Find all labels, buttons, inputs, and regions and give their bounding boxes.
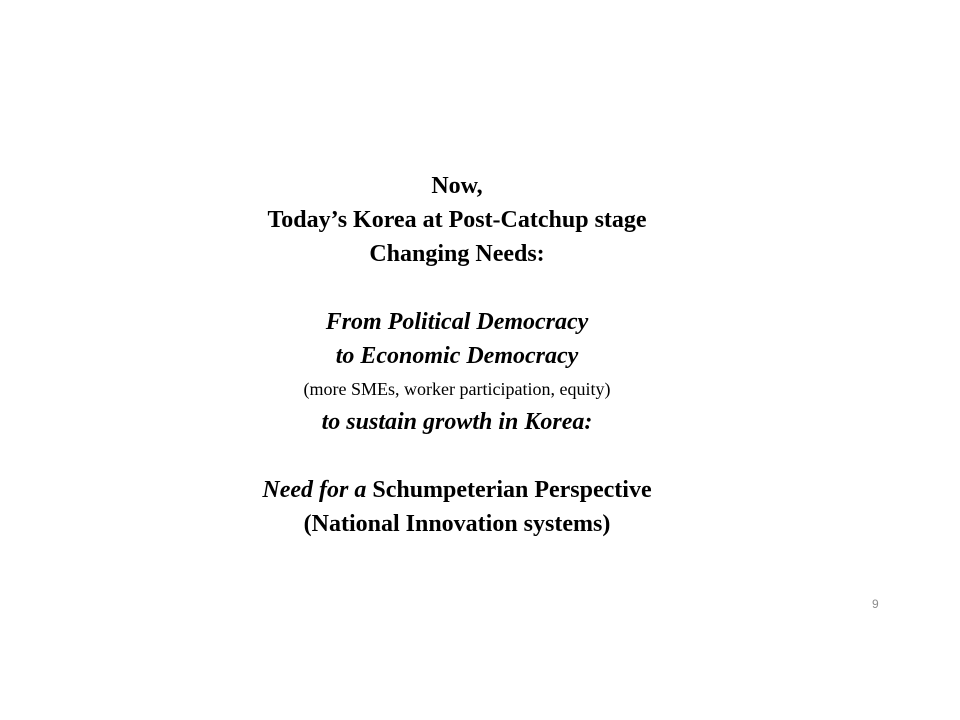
political-democracy-line: From Political Democracy — [325, 309, 589, 335]
heading-korea-stage: Today’s Korea at Post-Catchup stage — [267, 207, 647, 233]
spacer — [0, 439, 914, 473]
perspective-term: Schumpeterian Perspective — [372, 477, 652, 503]
perspective-detail: (National Innovation systems) — [303, 511, 611, 537]
sustain-growth-line: to sustain growth in Korea: — [321, 409, 593, 435]
perspective-line — [0, 473, 914, 507]
slide-number: 9 — [872, 597, 879, 611]
perspective-prefix: Need for a — [262, 477, 367, 503]
spacer — [0, 271, 914, 305]
democracy-note: (more SMEs, worker participation, equity) — [303, 379, 611, 399]
heading-now: Now, — [431, 173, 483, 199]
slide-body — [0, 169, 914, 541]
heading-changing-needs: Changing Needs: — [369, 241, 545, 267]
economic-democracy-line: to Economic Democracy — [335, 343, 579, 369]
